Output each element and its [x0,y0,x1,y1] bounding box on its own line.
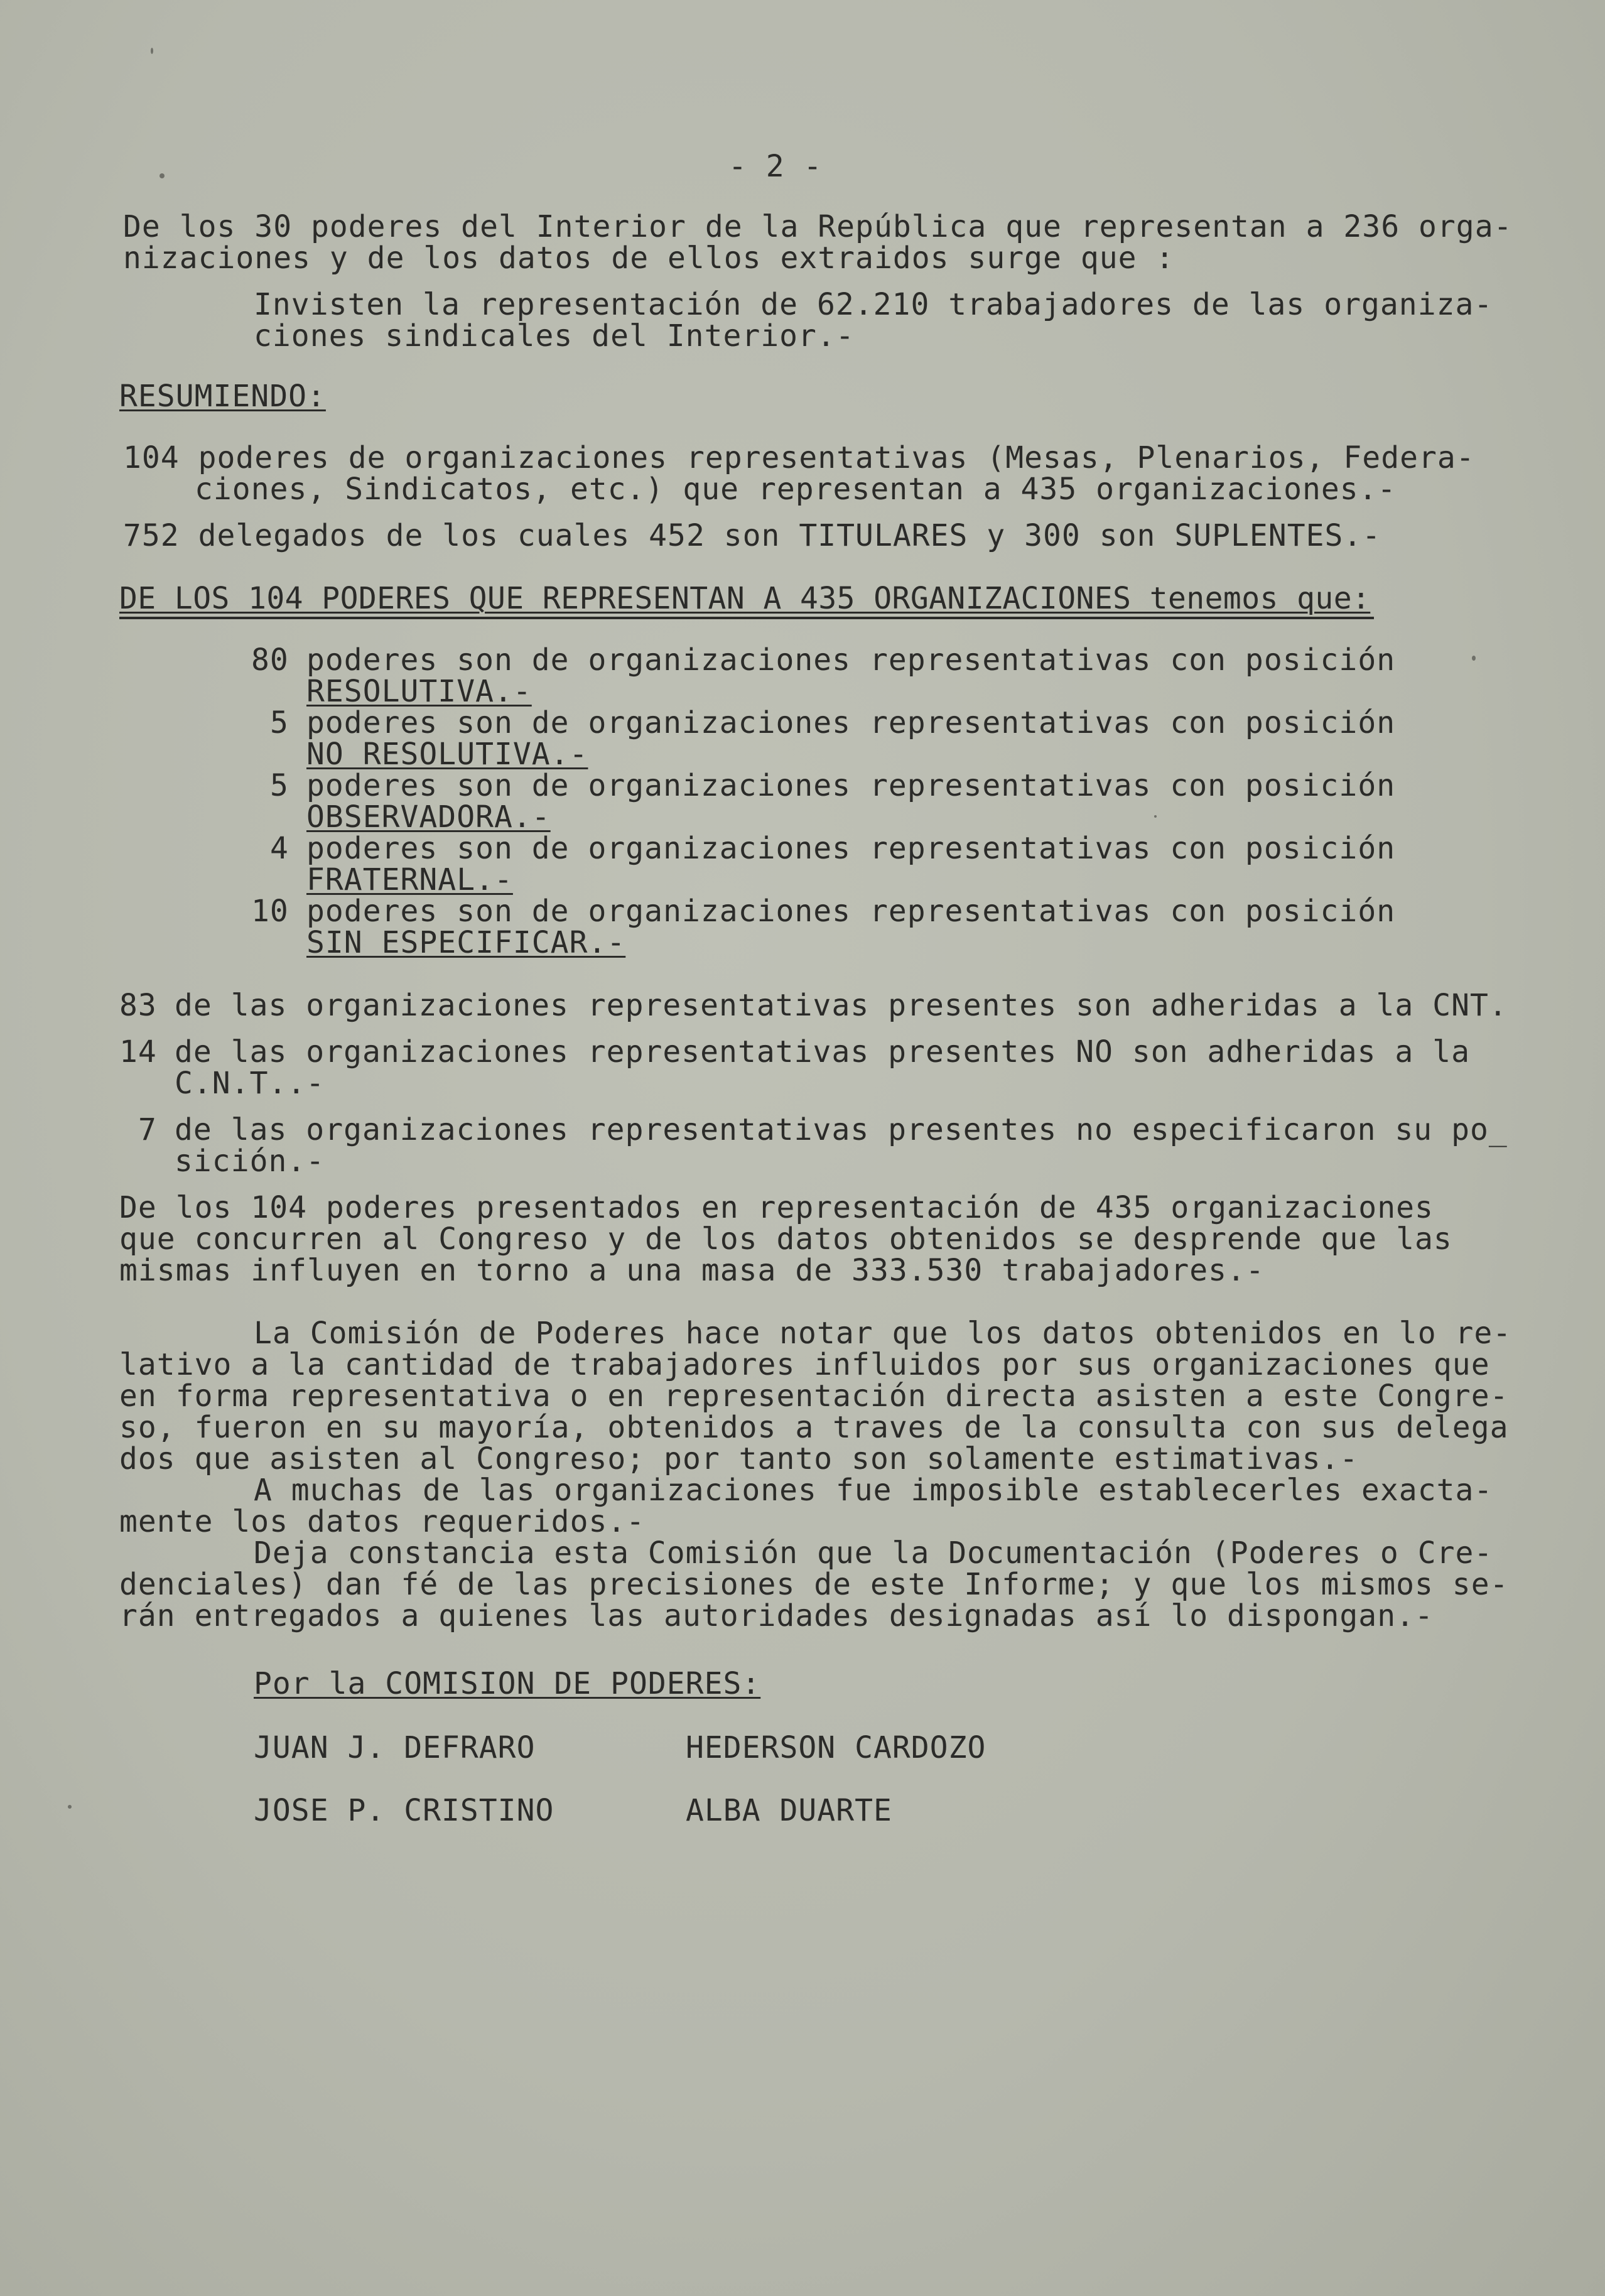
intro-indent-line-1: Invisten la representación de 62.210 trabajadores de las organiza- [254,287,1493,322]
breakdown-position: NO RESOLUTIVA.- [306,737,588,772]
paper-speck [159,173,165,178]
breakdown-heading: DE LOS 104 PODERES QUE REPRESENTAN A 435 ORGANIZACIONES tenemos que: [119,581,1371,616]
note-line: rán entregados a quienes las autoridades designadas así lo dispongan.- [119,1598,1434,1633]
resumiendo-heading: RESUMIENDO: [119,379,326,414]
note-line: denciales) dan fé de las precisiones de este Informe; y que los mismos se- [119,1567,1509,1602]
note-line: mente los datos requeridos.- [119,1504,646,1539]
adherence-count: 83 [119,988,157,1023]
note-line: La Comisión de Poderes hace notar que los datos obtenidos en lo re- [254,1316,1512,1351]
page-number: - 2 - [728,149,823,184]
breakdown-count: 4 [270,831,289,866]
closing-line-3: mismas influyen en torno a una masa de 333.530 trabajadores.- [119,1253,1265,1288]
breakdown-position: SIN ESPECIFICAR.- [306,925,626,960]
paper-speck [68,1805,72,1809]
breakdown-count: 10 [251,894,289,929]
adherence-text: de las organizaciones representativas presentes son adheridas a la CNT. [175,988,1508,1023]
breakdown-text: poderes son de organizaciones representativas con posición [306,831,1396,866]
summary-delegates: 752 delegados de los cuales 452 son TITULARES y 300 son SUPLENTES.- [123,518,1381,553]
note-line: lativo a la cantidad de trabajadores influidos por sus organizaciones que [119,1347,1490,1382]
breakdown-position: OBSERVADORA.- [306,799,551,835]
signatory-name: HEDERSON CARDOZO [686,1730,986,1765]
breakdown-count: 5 [270,705,289,740]
note-line: so, fueron en su mayoría, obtenidos a traves de la consulta con sus delega [119,1410,1509,1445]
breakdown-text: poderes son de organizaciones representativas con posición [306,894,1396,929]
heading-rule [119,617,1374,619]
adherence-text: de las organizaciones representativas presentes no especificaron su po_ [175,1112,1508,1147]
summary-line-2: ciones, Sindicatos, etc.) que representan a 435 organizaciones.- [195,472,1397,507]
paper-speck [1472,656,1476,661]
breakdown-text: poderes son de organizaciones representativas con posición [306,642,1396,678]
signatory-name: ALBA DUARTE [686,1793,892,1828]
summary-line-1: 104 poderes de organizaciones representativas (Mesas, Plenarios, Federa- [123,440,1475,475]
note-line: A muchas de las organizaciones fue imposible establecerles exacta- [254,1473,1493,1508]
signature-heading: Por la COMISION DE PODERES: [254,1666,761,1701]
adherence-text-cont: sición.- [175,1144,325,1179]
note-line: en forma representativa o en representación directa asisten a este Congre- [119,1378,1509,1414]
adherence-text: de las organizaciones representativas presentes NO son adheridas a la [175,1034,1470,1069]
breakdown-position: RESOLUTIVA.- [306,674,532,709]
closing-line-1: De los 104 poderes presentados en representación de 435 organizaciones [119,1190,1434,1225]
adherence-text-cont: C.N.T..- [175,1066,325,1101]
intro-line-2: nizaciones y de los datos de ellos extraidos surge que : [123,241,1175,276]
note-line: Deja constancia esta Comisión que la Documentación (Poderes o Cre- [254,1535,1493,1571]
signatory-name: JUAN J. DEFRARO [254,1730,536,1765]
note-line: dos que asisten al Congreso; por tanto son solamente estimativas.- [119,1441,1359,1476]
breakdown-position: FRATERNAL.- [306,862,513,897]
signatory-name: JOSE P. CRISTINO [254,1793,554,1828]
closing-line-2: que concurren al Congreso y de los datos obtenidos se desprende que las [119,1221,1452,1257]
breakdown-count: 5 [270,768,289,803]
breakdown-text: poderes son de organizaciones representativas con posición [306,705,1396,740]
breakdown-count: 80 [251,642,289,678]
intro-line-1: De los 30 poderes del Interior de la República que representan a 236 orga- [123,209,1513,244]
breakdown-text: poderes son de organizaciones representativas con posición [306,768,1396,803]
adherence-count: 14 [119,1034,157,1069]
paper-speck [1154,815,1157,818]
intro-indent-line-2: ciones sindicales del Interior.- [254,318,855,354]
adherence-count: 7 [138,1112,157,1147]
paper-speck [151,48,153,54]
